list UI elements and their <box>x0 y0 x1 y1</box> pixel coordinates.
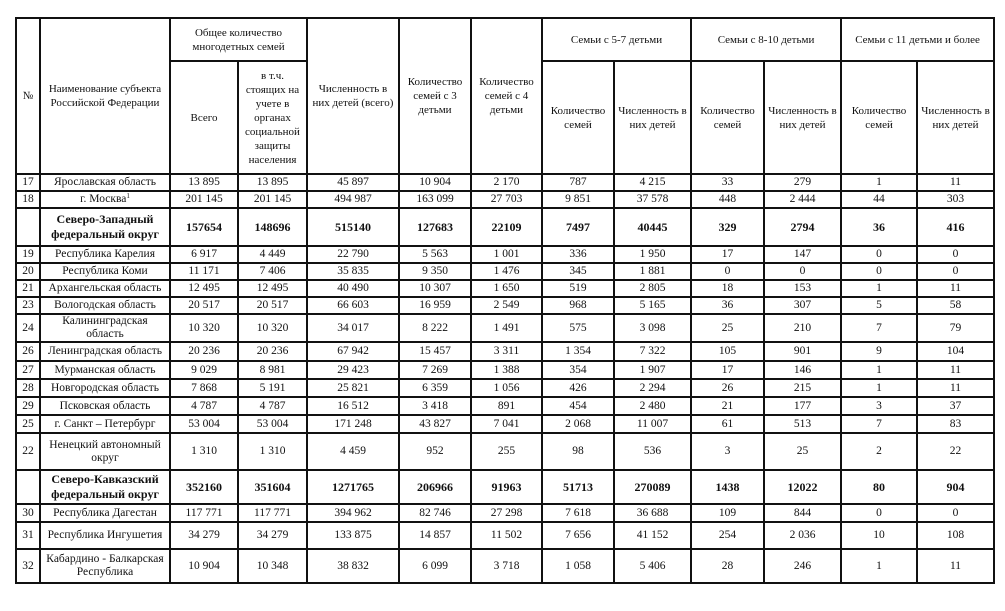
header-subject-name: Наименование субъекта Российской Федерации <box>40 18 170 174</box>
subject-name-text: г. Москва <box>80 193 127 205</box>
table-row <box>16 314 994 342</box>
cell-children-5-7: 36 688 <box>614 504 691 522</box>
cell-families-4: 2 170 <box>471 174 542 191</box>
cell-families-4: 27 703 <box>471 191 542 208</box>
cell-families-4: 255 <box>471 433 542 470</box>
header-8-10-children: Численность в них детей <box>764 61 841 174</box>
cell-families-8-10: 448 <box>691 191 764 208</box>
row-number: 32 <box>16 549 40 583</box>
cell-total-all: 12 495 <box>170 280 238 297</box>
cell-children-11-plus: 11 <box>917 549 994 583</box>
cell-children-11-plus: 11 <box>917 280 994 297</box>
cell-total-registered: 34 279 <box>238 522 307 549</box>
cell-total-registered: 8 981 <box>238 361 307 379</box>
cell-children-total: 16 512 <box>307 397 399 415</box>
table-header <box>16 18 994 174</box>
header-total-group: Общее количество многодетных семей <box>170 18 307 61</box>
subject-name <box>40 342 170 361</box>
cell-children-11-plus: 0 <box>917 246 994 263</box>
large-families-table <box>15 17 995 584</box>
header-8-10-families: Количество семей <box>691 61 764 174</box>
cell-families-11-plus: 7 <box>841 415 917 433</box>
cell-children-11-plus: 104 <box>917 342 994 361</box>
cell-families-11-plus: 1 <box>841 379 917 397</box>
cell-families-8-10: 36 <box>691 297 764 314</box>
cell-children-5-7: 40445 <box>614 208 691 246</box>
cell-families-8-10: 61 <box>691 415 764 433</box>
cell-total-all: 9 029 <box>170 361 238 379</box>
cell-children-11-plus: 0 <box>917 504 994 522</box>
cell-families-8-10: 105 <box>691 342 764 361</box>
cell-families-11-plus: 0 <box>841 263 917 280</box>
cell-children-total: 66 603 <box>307 297 399 314</box>
cell-families-3: 6 359 <box>399 379 471 397</box>
row-number: 21 <box>16 280 40 297</box>
cell-families-4: 1 491 <box>471 314 542 342</box>
cell-families-3: 10 904 <box>399 174 471 191</box>
subject-name-text: Северо-Западный федеральный округ <box>51 212 159 241</box>
row-number: 26 <box>16 342 40 361</box>
cell-total-all: 10 320 <box>170 314 238 342</box>
cell-children-5-7: 1 950 <box>614 246 691 263</box>
footnote-marker: 1 <box>126 192 130 200</box>
table-row-district-total <box>16 470 994 504</box>
row-number: 20 <box>16 263 40 280</box>
table-row <box>16 174 994 191</box>
cell-families-3: 952 <box>399 433 471 470</box>
cell-children-8-10: 25 <box>764 433 841 470</box>
cell-families-5-7: 336 <box>542 246 614 263</box>
subject-name <box>40 504 170 522</box>
cell-families-4: 1 001 <box>471 246 542 263</box>
subject-name-text: Республика Ингушетия <box>47 529 163 541</box>
cell-children-total: 45 897 <box>307 174 399 191</box>
cell-children-11-plus: 11 <box>917 361 994 379</box>
cell-children-5-7: 5 406 <box>614 549 691 583</box>
cell-total-registered: 20 517 <box>238 297 307 314</box>
subject-name-text: г. Санкт – Петербург <box>54 417 156 430</box>
table-row <box>16 433 994 470</box>
cell-children-11-plus: 11 <box>917 379 994 397</box>
cell-children-5-7: 3 098 <box>614 314 691 342</box>
cell-children-11-plus: 37 <box>917 397 994 415</box>
cell-children-5-7: 2 480 <box>614 397 691 415</box>
cell-families-4: 3 311 <box>471 342 542 361</box>
cell-children-8-10: 210 <box>764 314 841 342</box>
cell-total-registered: 12 495 <box>238 280 307 297</box>
cell-total-registered: 4 449 <box>238 246 307 263</box>
table-row <box>16 397 994 415</box>
header-families-4: Количество семей с 4 детьми <box>471 18 542 174</box>
cell-families-8-10: 26 <box>691 379 764 397</box>
cell-families-3: 163 099 <box>399 191 471 208</box>
subject-name <box>40 297 170 314</box>
cell-families-11-plus: 0 <box>841 246 917 263</box>
header-11-plus-families: Количество семей <box>841 61 917 174</box>
cell-total-registered: 10 320 <box>238 314 307 342</box>
subject-name-text: Республика Коми <box>62 265 148 277</box>
cell-total-all: 1 310 <box>170 433 238 470</box>
cell-children-total: 171 248 <box>307 415 399 433</box>
table-row <box>16 191 994 208</box>
row-number <box>16 470 40 504</box>
cell-total-registered: 148696 <box>238 208 307 246</box>
cell-children-total: 4 459 <box>307 433 399 470</box>
cell-families-4: 11 502 <box>471 522 542 549</box>
cell-children-total: 29 423 <box>307 361 399 379</box>
subject-name <box>40 397 170 415</box>
subject-name <box>40 379 170 397</box>
cell-families-8-10: 18 <box>691 280 764 297</box>
cell-families-3: 206966 <box>399 470 471 504</box>
cell-families-5-7: 1 058 <box>542 549 614 583</box>
cell-families-3: 7 269 <box>399 361 471 379</box>
subject-name <box>40 263 170 280</box>
cell-children-11-plus: 416 <box>917 208 994 246</box>
cell-families-3: 14 857 <box>399 522 471 549</box>
table-row <box>16 263 994 280</box>
cell-children-total: 22 790 <box>307 246 399 263</box>
cell-families-5-7: 98 <box>542 433 614 470</box>
subject-name-text: Калининградская область <box>62 315 148 340</box>
cell-families-5-7: 454 <box>542 397 614 415</box>
cell-children-11-plus: 303 <box>917 191 994 208</box>
cell-families-3: 9 350 <box>399 263 471 280</box>
cell-children-8-10: 513 <box>764 415 841 433</box>
cell-children-total: 1271765 <box>307 470 399 504</box>
cell-children-total: 34 017 <box>307 314 399 342</box>
cell-families-3: 8 222 <box>399 314 471 342</box>
cell-total-all: 201 145 <box>170 191 238 208</box>
cell-families-4: 1 056 <box>471 379 542 397</box>
cell-families-11-plus: 10 <box>841 522 917 549</box>
cell-families-4: 3 718 <box>471 549 542 583</box>
subject-name-text: Кабардино - Балкарская Республика <box>46 553 164 578</box>
cell-families-5-7: 2 068 <box>542 415 614 433</box>
row-number: 27 <box>16 361 40 379</box>
cell-families-8-10: 1438 <box>691 470 764 504</box>
cell-families-4: 1 650 <box>471 280 542 297</box>
row-number: 24 <box>16 314 40 342</box>
header-group-11-plus: Семьи с 11 детьми и более <box>841 18 994 61</box>
cell-families-3: 5 563 <box>399 246 471 263</box>
cell-families-4: 1 476 <box>471 263 542 280</box>
cell-families-3: 16 959 <box>399 297 471 314</box>
cell-families-8-10: 25 <box>691 314 764 342</box>
cell-families-4: 91963 <box>471 470 542 504</box>
header-group-8-10: Семьи с 8-10 детьми <box>691 18 841 61</box>
subject-name-text: Республика Карелия <box>54 248 155 260</box>
cell-total-all: 4 787 <box>170 397 238 415</box>
cell-children-5-7: 41 152 <box>614 522 691 549</box>
cell-families-11-plus: 9 <box>841 342 917 361</box>
cell-children-total: 25 821 <box>307 379 399 397</box>
cell-children-8-10: 2794 <box>764 208 841 246</box>
cell-families-11-plus: 80 <box>841 470 917 504</box>
header-group-5-7: Семьи с 5-7 детьми <box>542 18 691 61</box>
subject-name-text: Северо-Кавказский федеральный округ <box>51 472 159 501</box>
cell-children-5-7: 1 881 <box>614 263 691 280</box>
cell-children-total: 515140 <box>307 208 399 246</box>
cell-total-all: 20 517 <box>170 297 238 314</box>
cell-total-all: 7 868 <box>170 379 238 397</box>
subject-name <box>40 415 170 433</box>
cell-families-3: 82 746 <box>399 504 471 522</box>
cell-total-all: 53 004 <box>170 415 238 433</box>
cell-families-11-plus: 0 <box>841 504 917 522</box>
row-number <box>16 208 40 246</box>
cell-families-5-7: 426 <box>542 379 614 397</box>
cell-families-5-7: 7 618 <box>542 504 614 522</box>
row-number: 23 <box>16 297 40 314</box>
cell-families-3: 127683 <box>399 208 471 246</box>
cell-total-all: 13 895 <box>170 174 238 191</box>
subject-name <box>40 280 170 297</box>
cell-children-8-10: 279 <box>764 174 841 191</box>
cell-children-8-10: 147 <box>764 246 841 263</box>
cell-children-11-plus: 904 <box>917 470 994 504</box>
cell-total-all: 20 236 <box>170 342 238 361</box>
cell-total-registered: 53 004 <box>238 415 307 433</box>
cell-families-11-plus: 1 <box>841 549 917 583</box>
row-number: 25 <box>16 415 40 433</box>
cell-children-total: 133 875 <box>307 522 399 549</box>
cell-families-4: 22109 <box>471 208 542 246</box>
cell-total-registered: 13 895 <box>238 174 307 191</box>
cell-children-total: 35 835 <box>307 263 399 280</box>
subject-name-text: Ненецкий автономный округ <box>49 438 161 464</box>
subject-name <box>40 470 170 504</box>
subject-name <box>40 174 170 191</box>
cell-children-5-7: 11 007 <box>614 415 691 433</box>
cell-children-11-plus: 0 <box>917 263 994 280</box>
cell-families-11-plus: 1 <box>841 174 917 191</box>
cell-families-4: 2 549 <box>471 297 542 314</box>
cell-children-11-plus: 11 <box>917 174 994 191</box>
row-number: 28 <box>16 379 40 397</box>
row-number: 29 <box>16 397 40 415</box>
header-children-total: Численность в них детей (всего) <box>307 18 399 174</box>
cell-children-5-7: 5 165 <box>614 297 691 314</box>
cell-families-4: 27 298 <box>471 504 542 522</box>
cell-total-all: 34 279 <box>170 522 238 549</box>
cell-children-8-10: 2 444 <box>764 191 841 208</box>
row-number: 30 <box>16 504 40 522</box>
subject-name-text: Ярославская область <box>53 176 157 188</box>
cell-children-5-7: 7 322 <box>614 342 691 361</box>
header-number: № <box>16 18 40 174</box>
cell-children-5-7: 37 578 <box>614 191 691 208</box>
table-row <box>16 549 994 583</box>
cell-families-11-plus: 36 <box>841 208 917 246</box>
header-5-7-families: Количество семей <box>542 61 614 174</box>
cell-families-11-plus: 7 <box>841 314 917 342</box>
cell-children-11-plus: 83 <box>917 415 994 433</box>
cell-families-8-10: 329 <box>691 208 764 246</box>
table-row <box>16 280 994 297</box>
cell-total-registered: 201 145 <box>238 191 307 208</box>
subject-name <box>40 314 170 342</box>
cell-families-8-10: 109 <box>691 504 764 522</box>
cell-families-11-plus: 5 <box>841 297 917 314</box>
cell-families-3: 3 418 <box>399 397 471 415</box>
cell-families-8-10: 3 <box>691 433 764 470</box>
cell-total-all: 117 771 <box>170 504 238 522</box>
cell-families-11-plus: 1 <box>841 280 917 297</box>
cell-families-3: 10 307 <box>399 280 471 297</box>
cell-children-11-plus: 22 <box>917 433 994 470</box>
cell-total-registered: 20 236 <box>238 342 307 361</box>
cell-families-4: 7 041 <box>471 415 542 433</box>
cell-total-all: 157654 <box>170 208 238 246</box>
cell-families-5-7: 51713 <box>542 470 614 504</box>
cell-families-5-7: 968 <box>542 297 614 314</box>
cell-families-5-7: 354 <box>542 361 614 379</box>
subject-name-text: Ленинградская область <box>47 345 163 357</box>
row-number: 18 <box>16 191 40 208</box>
cell-children-total: 494 987 <box>307 191 399 208</box>
cell-families-5-7: 345 <box>542 263 614 280</box>
cell-families-4: 891 <box>471 397 542 415</box>
table-body <box>16 174 994 583</box>
cell-children-11-plus: 58 <box>917 297 994 314</box>
row-number: 31 <box>16 522 40 549</box>
cell-children-8-10: 246 <box>764 549 841 583</box>
table-row <box>16 415 994 433</box>
cell-children-8-10: 215 <box>764 379 841 397</box>
cell-children-5-7: 1 907 <box>614 361 691 379</box>
cell-total-all: 11 171 <box>170 263 238 280</box>
table-row <box>16 342 994 361</box>
cell-children-total: 394 962 <box>307 504 399 522</box>
subject-name-text: Мурманская область <box>54 363 156 376</box>
cell-children-8-10: 146 <box>764 361 841 379</box>
subject-name <box>40 361 170 379</box>
cell-children-5-7: 2 805 <box>614 280 691 297</box>
cell-families-3: 6 099 <box>399 549 471 583</box>
header-total-registered: в т.ч. стоящих на учете в органах социальной защиты населения <box>238 61 307 174</box>
cell-families-8-10: 17 <box>691 361 764 379</box>
subject-name <box>40 191 170 208</box>
cell-children-11-plus: 108 <box>917 522 994 549</box>
header-families-3: Количество семей с 3 детьми <box>399 18 471 174</box>
subject-name <box>40 522 170 549</box>
subject-name <box>40 549 170 583</box>
cell-families-4: 1 388 <box>471 361 542 379</box>
cell-families-5-7: 1 354 <box>542 342 614 361</box>
subject-name <box>40 433 170 470</box>
cell-families-8-10: 0 <box>691 263 764 280</box>
cell-families-5-7: 787 <box>542 174 614 191</box>
cell-families-11-plus: 2 <box>841 433 917 470</box>
cell-families-5-7: 575 <box>542 314 614 342</box>
cell-children-8-10: 901 <box>764 342 841 361</box>
cell-total-all: 10 904 <box>170 549 238 583</box>
cell-children-5-7: 270089 <box>614 470 691 504</box>
subject-name-text: Вологодская область <box>54 299 156 311</box>
cell-total-registered: 4 787 <box>238 397 307 415</box>
subject-name-text: Новгородская область <box>50 381 159 394</box>
header-11-plus-children: Численность в них детей <box>917 61 994 174</box>
cell-families-5-7: 7497 <box>542 208 614 246</box>
cell-total-registered: 10 348 <box>238 549 307 583</box>
subject-name <box>40 246 170 263</box>
cell-families-11-plus: 44 <box>841 191 917 208</box>
table-row <box>16 379 994 397</box>
header-total-all: Всего <box>170 61 238 174</box>
cell-children-8-10: 0 <box>764 263 841 280</box>
cell-total-all: 352160 <box>170 470 238 504</box>
cell-children-8-10: 177 <box>764 397 841 415</box>
cell-families-8-10: 17 <box>691 246 764 263</box>
cell-children-8-10: 2 036 <box>764 522 841 549</box>
cell-total-registered: 1 310 <box>238 433 307 470</box>
row-number: 22 <box>16 433 40 470</box>
cell-children-8-10: 307 <box>764 297 841 314</box>
row-number: 17 <box>16 174 40 191</box>
cell-families-8-10: 254 <box>691 522 764 549</box>
cell-children-5-7: 4 215 <box>614 174 691 191</box>
cell-children-total: 38 832 <box>307 549 399 583</box>
subject-name-text: Республика Дагестан <box>53 506 157 519</box>
cell-families-5-7: 9 851 <box>542 191 614 208</box>
cell-families-8-10: 33 <box>691 174 764 191</box>
cell-total-registered: 5 191 <box>238 379 307 397</box>
cell-total-registered: 117 771 <box>238 504 307 522</box>
cell-families-5-7: 7 656 <box>542 522 614 549</box>
table-row-district-total <box>16 208 994 246</box>
cell-children-5-7: 536 <box>614 433 691 470</box>
table-row <box>16 504 994 522</box>
subject-name-text: Архангельская область <box>48 282 162 294</box>
cell-families-3: 15 457 <box>399 342 471 361</box>
table-row <box>16 522 994 549</box>
table-row <box>16 297 994 314</box>
cell-children-8-10: 153 <box>764 280 841 297</box>
cell-total-registered: 7 406 <box>238 263 307 280</box>
table-row <box>16 246 994 263</box>
subject-name-text: Псковская область <box>59 399 151 412</box>
cell-total-all: 6 917 <box>170 246 238 263</box>
cell-total-registered: 351604 <box>238 470 307 504</box>
cell-families-11-plus: 3 <box>841 397 917 415</box>
cell-children-5-7: 2 294 <box>614 379 691 397</box>
cell-children-total: 40 490 <box>307 280 399 297</box>
cell-children-8-10: 12022 <box>764 470 841 504</box>
subject-name <box>40 208 170 246</box>
cell-children-8-10: 844 <box>764 504 841 522</box>
cell-children-total: 67 942 <box>307 342 399 361</box>
table-row <box>16 361 994 379</box>
cell-families-8-10: 28 <box>691 549 764 583</box>
row-number: 19 <box>16 246 40 263</box>
cell-families-11-plus: 1 <box>841 361 917 379</box>
cell-families-5-7: 519 <box>542 280 614 297</box>
header-5-7-children: Численность в них детей <box>614 61 691 174</box>
cell-families-8-10: 21 <box>691 397 764 415</box>
cell-children-11-plus: 79 <box>917 314 994 342</box>
cell-families-3: 43 827 <box>399 415 471 433</box>
